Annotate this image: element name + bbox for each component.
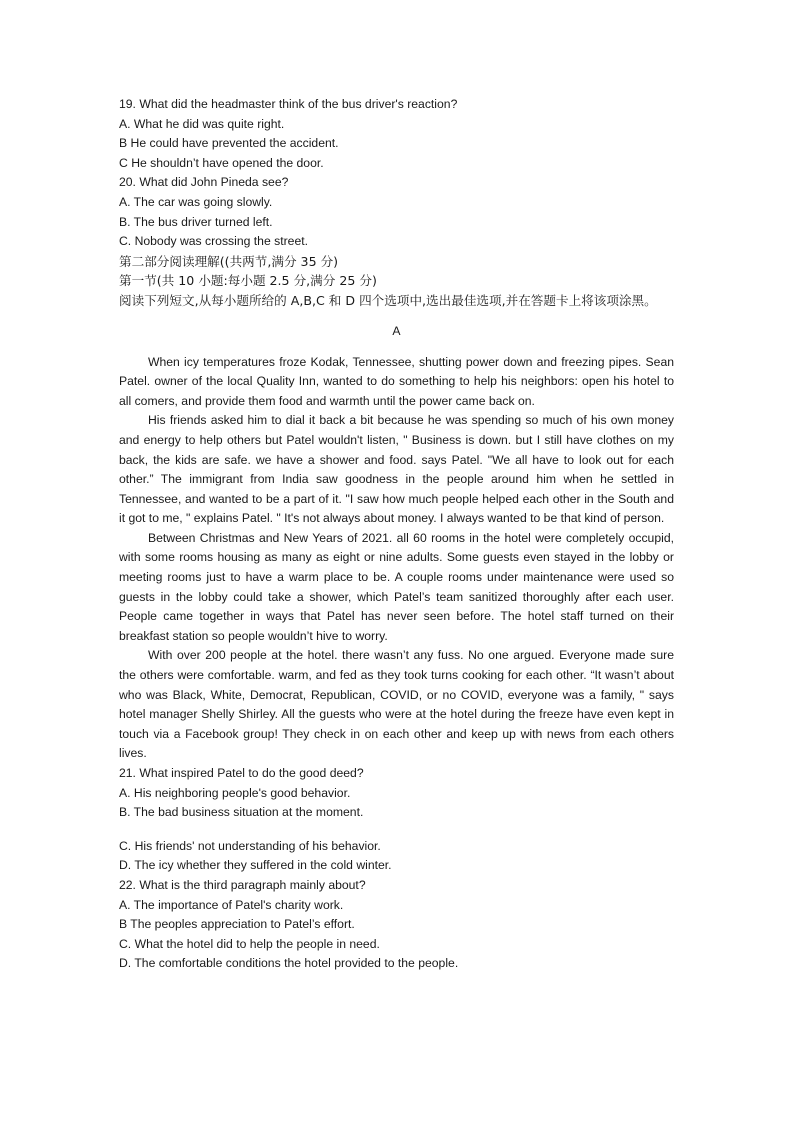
question-21-option-c: C. His friends' not understanding of his behavior. [119,838,381,853]
part-heading: 第二部分阅读理解((共两节,满分 35 分) [119,253,339,269]
question-20-text: 20. What did John Pineda see? [119,175,289,190]
question-19-option-a: A. What he did was quite right. [119,116,285,131]
question-19-option-c: C He shouldn’t have opened the door. [119,155,324,170]
question-22-option-a: A. The importance of Patel's charity work. [119,897,344,912]
passage-paragraph-2: His friends asked him to dial it back a bit because he was spending so much of his own money and energy to help others but Patel wouldn't listen, " Business is down. but I still have clothes on my back, the kids are safe. we have a shower and food. says Patel. "We all have to look out for each other.” The immigrant from India saw goodness in the people around him when he settled in Tennessee, and wanted to be a part of it. "I saw how much people helped each other in the South and it got to me, " explains Patel. " It's not always about money. I always wanted to be that kind of person. [119,413,674,526]
section-header [119,252,674,311]
question-20-option-a: A. The car was going slowly. [119,194,273,209]
question-20 [119,173,674,251]
question-21-text: 21. What inspired Patel to do the good deed? [119,766,364,780]
question-22-option-d: D. The comfortable conditions the hotel provided to the people. [119,956,459,971]
question-19-option-b: B He could have prevented the accident. [119,136,339,151]
question-22 [119,876,674,974]
question-19-text: 19. What did the headmaster think of the bus driver's reaction? [119,97,458,111]
question-22-text: 22. What is the third paragraph mainly about? [119,877,366,892]
passage [119,353,674,764]
instructions: 阅读下列短文,从每小题所给的 A,B,C 和 D 四个选项中,选出最佳选项,并在答题卡上将该项涂黑。 [119,292,657,308]
passage-title: A [392,323,401,338]
passage-paragraph-4: With over 200 people at the hotel. there wasn’t any fuss. No one argued. Everyone made sure the others were comfortable. warm, and fed as they took turns cooking for each other. “It wasn’t about who was Black, White, Democrat, Republican, COVID, or no COVID, everyone was a family, " says hotel manager Shelly Shirley. All the guests who were at the hotel during the freeze have even kept in touch via a Facebook group! They check in on each other and keep up with news from each others lives. [119,648,674,761]
question-22-option-c: C. What the hotel did to help the people in need. [119,936,380,951]
question-20-option-c: C. Nobody was crossing the street. [119,234,308,249]
question-19 [119,95,674,173]
spacer [119,823,674,837]
question-21-option-b: B. The bad business situation at the moment. [119,805,364,820]
question-22-option-b: B The peoples appreciation to Patel’s effort. [119,917,355,932]
passage-paragraph-3: Between Christmas and New Years of 2021. all 60 rooms in the hotel were completely occupid, with some rooms housing as many as eight or nine adults. Some guests even stayed in the lobby or meeting rooms just to have a warm place to be. A couple rooms under maintenance were used so guests in the lobby could take a shower, which Patel’s team sanitized thoroughly after each user. People came together in ways that Patel has never seen before. The hotel staff turned on their breakfast station so people wouldn’t hive to worry. [119,530,674,643]
passage-paragraph-1: When icy temperatures froze Kodak, Tennessee, shutting power down and freezing pipes. Sean Patel. owner of the local Quality Inn, wanted to do something to help his neighbors: open his hotel to all comers, and provide them food and warmth until the power came back on. [119,354,674,408]
exam-page [119,95,674,974]
question-21 [119,764,674,876]
subsection-heading: 第一节(共 10 小题:每小题 2.5 分,满分 25 分) [119,273,377,289]
question-21-option-d: D. The icy whether they suffered in the cold winter. [119,858,392,873]
question-21-option-a: A. His neighboring people's good behavior. [119,785,351,800]
question-20-option-b: B. The bus driver turned left. [119,214,273,229]
